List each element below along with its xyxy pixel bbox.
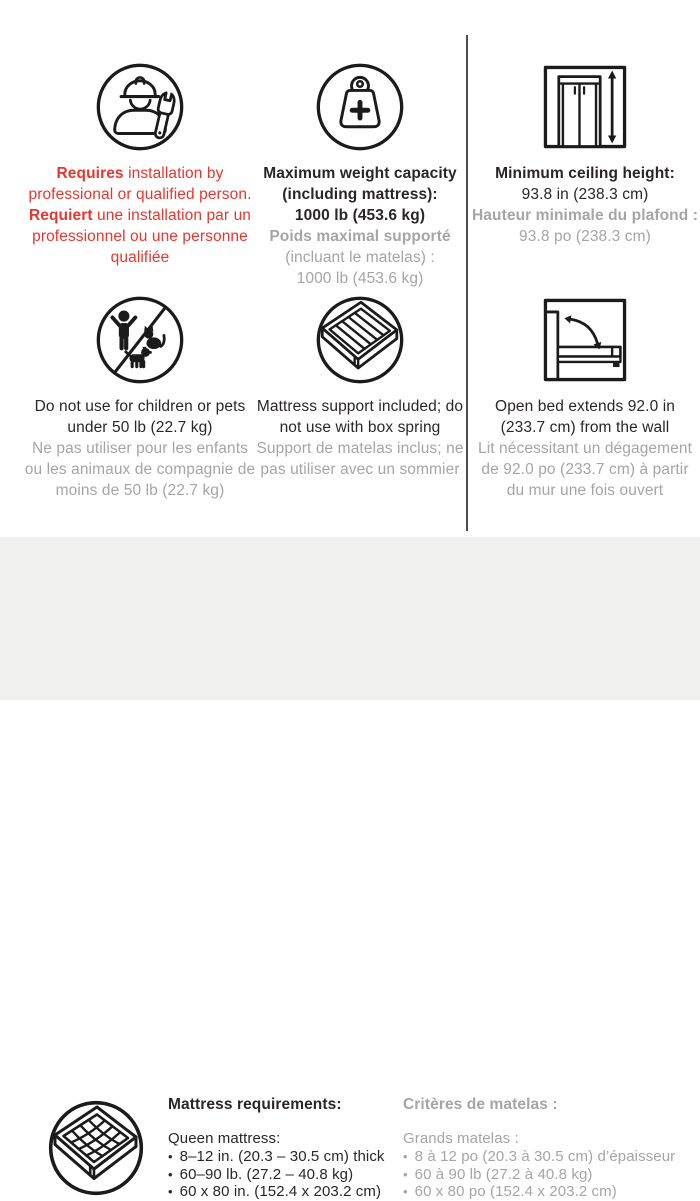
mattress-requirements-title-fr: Critères de matelas : <box>403 1096 558 1113</box>
installation-text-fr: qualifiée <box>110 249 170 266</box>
mattress-spec-item: • 60–90 lb. (27.2 – 40.8 kg) <box>168 1166 403 1184</box>
children-pets-text-en: Do not use for children or pets <box>34 398 246 415</box>
spec-no-children-pets <box>8 294 272 501</box>
installation-text-fr: professionnel ou une personne <box>32 228 248 245</box>
open-bed-text-en: Open bed extends 92.0 in <box>495 398 675 415</box>
open-bed-text-fr: de 92.0 po (233.7 cm) à partir <box>481 461 689 478</box>
ceiling-text-fr: 93.8 po (238.3 cm) <box>519 228 651 245</box>
support-text-en: not use with box spring <box>279 419 441 436</box>
tufted-mattress-icon <box>46 1098 146 1198</box>
mattress-requirements-fr <box>403 1096 695 1201</box>
mattress-spec-item: • 8 à 12 po (20.3 à 30.5 cm) d’épaisseur <box>403 1148 695 1166</box>
mattress-requirements-title-en: Mattress requirements: <box>168 1096 342 1113</box>
children-pets-text-fr: moins de 50 lb (22.7 kg) <box>55 482 225 499</box>
mattress-spec-item: • 8–12 in. (20.3 – 30.5 cm) thick <box>168 1148 403 1166</box>
children-pets-text-fr: Ne pas utiliser pour les enfants <box>31 440 248 457</box>
weight-text-en: (including mattress): <box>282 186 438 203</box>
spec-installation <box>8 61 272 268</box>
support-text-en: Mattress support included; do <box>256 398 464 415</box>
open-bed-text-fr: du mur une fois ouvert <box>506 482 664 499</box>
spec-open-bed <box>470 294 700 501</box>
mattress-size-label-fr: Grands matelas : <box>403 1129 519 1147</box>
mattress-spec-item: • 60 à 90 lb (27.2 à 40.8 kg) <box>403 1166 695 1184</box>
support-text-fr: Support de matelas inclus; ne <box>256 440 464 457</box>
weight-text-fr: Poids maximal supporté <box>269 228 451 245</box>
spec-ceiling-height <box>470 61 700 247</box>
mattress-spec-item: • 60 x 80 in. (152.4 x 203.2 cm) <box>168 1183 403 1201</box>
weight-text-en: Maximum weight capacity <box>263 165 457 182</box>
weight-text-fr: (incluant le matelas) : <box>285 249 435 266</box>
spec-weight-capacity <box>250 61 470 289</box>
ceiling-text-en: 93.8 in (238.3 cm) <box>521 186 649 203</box>
weight-text-fr: 1000 lb (453.6 kg) <box>296 270 424 287</box>
ceiling-height-wardrobe-icon <box>539 61 631 153</box>
installation-text-fr: Requiert une installation par un <box>28 207 252 224</box>
mattress-size-label-en: Queen mattress: <box>168 1129 281 1147</box>
ceiling-text-en: Minimum ceiling height: <box>495 165 675 182</box>
spec-mattress-support <box>250 294 470 480</box>
mattress-spec-item: • 60 x 80 po (152.4 x 203.2 cm) <box>403 1183 695 1201</box>
installation-text-en: Requires installation by <box>56 165 224 182</box>
weight-plus-icon <box>314 61 406 153</box>
mattress-support-slats-icon <box>314 294 406 386</box>
mattress-requirements-en <box>168 1096 403 1201</box>
support-text-fr: pas utiliser avec un sommier <box>260 461 460 478</box>
installation-text-en: professional or qualified person. <box>28 186 252 203</box>
mattress-requirements-band <box>0 537 700 1200</box>
no-children-pets-icon <box>94 294 186 386</box>
children-pets-text-fr: ou les animaux de compagnie de <box>24 461 256 478</box>
ceiling-text-fr: Hauteur minimale du plafond : <box>472 207 698 224</box>
open-bed-text-en: (233.7 cm) from the wall <box>500 419 670 436</box>
open-bed-arrow-icon <box>539 294 631 386</box>
open-bed-text-fr: Lit nécessitant un dégagement <box>477 440 693 457</box>
children-pets-text-en: under 50 lb (22.7 kg) <box>67 419 213 436</box>
installer-person-wrench-icon <box>94 61 186 153</box>
weight-text-en: 1000 lb (453.6 kg) <box>294 207 426 224</box>
